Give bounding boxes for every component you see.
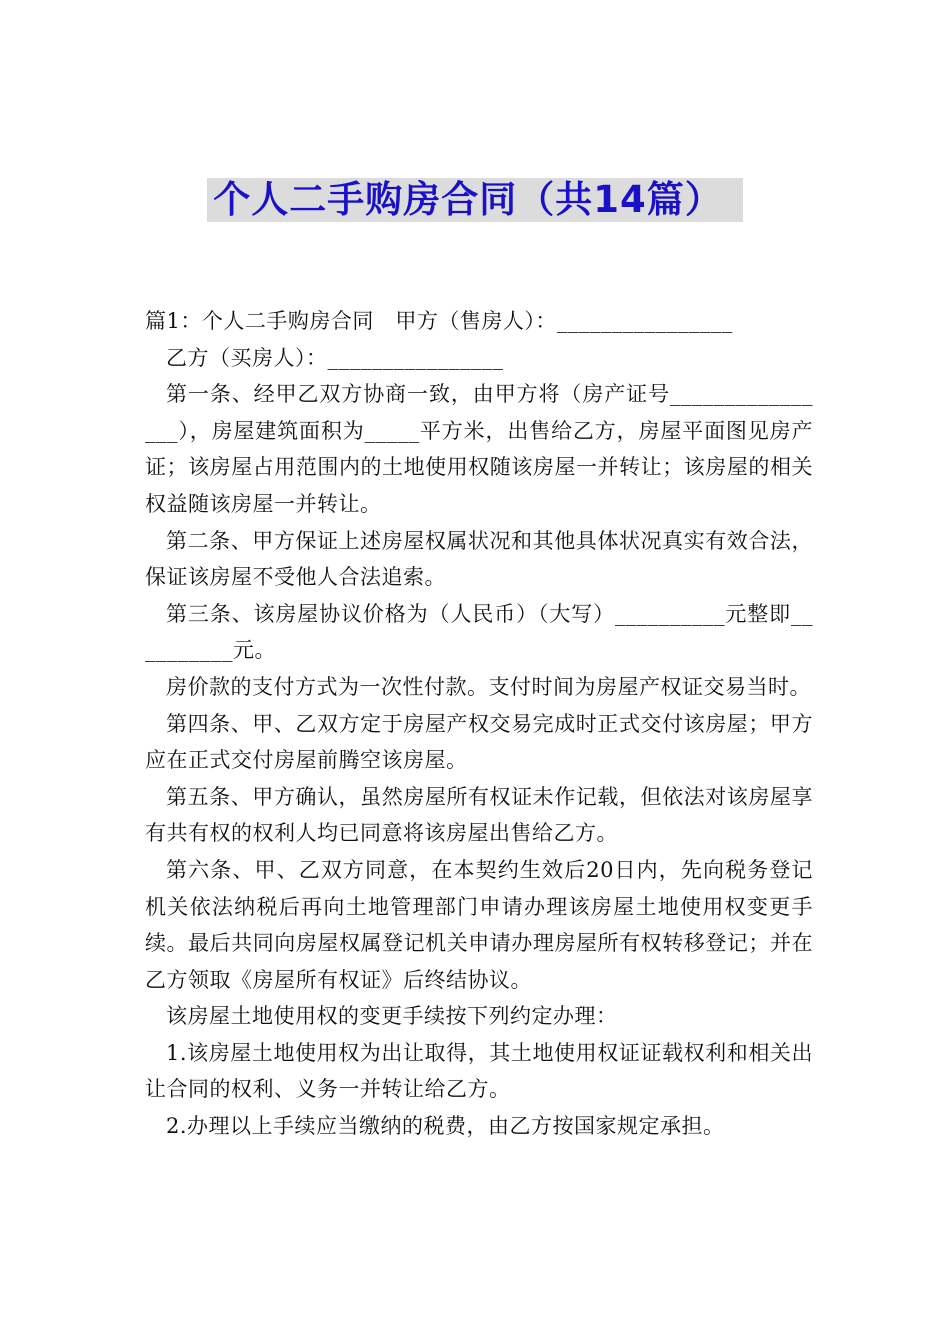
paragraph-land-use-intro: 该房屋土地使用权的变更手续按下列约定办理： — [166, 1004, 618, 1029]
paragraph-article-2: 第二条、甲方保证上述房屋权属状况和其他具体状况真实有效合法，保证该房屋不受他人合法追索。 — [145, 528, 813, 590]
paragraph-article-1: 第一条、经甲乙双方协商一致，由甲方将（房产证号________________），房屋建筑面积为_____平方米，出售给乙方，房屋平面图见房产证；该房屋占用范围内的土地使用权随该房屋一并转让；该房屋的相关权益随该房屋一并转让。 — [145, 382, 813, 516]
document-title: 个人二手购房合同（共14篇） — [207, 178, 743, 222]
paragraph-article-5: 第五条、甲方确认，虽然房屋所有权证未作记载，但依法对该房屋享有共有权的权利人均已同意将该房屋出售给乙方。 — [145, 784, 813, 846]
paragraph-article-6: 第六条、甲、乙双方同意，在本契约生效后20日内，先向税务登记机关依法纳税后再向土地管理部门申请办理该房屋土地使用权变更手续。最后共同向房屋权属登记机关申请办理房屋所有权转移登记；并在乙方领取《房屋所有权证》后终结协议。 — [145, 857, 813, 992]
paragraph-article-3: 第三条、该房屋协议价格为（人民币）（大写）__________元整即__________元。 — [145, 601, 813, 663]
paragraph-article-4: 第四条、甲、乙双方定于房屋产权交易完成时正式交付该房屋；甲方应在正式交付房屋前腾空该房屋。 — [145, 711, 813, 773]
paragraph-buyer: 乙方（买房人）：________________ — [166, 345, 504, 370]
paragraph-intro: 篇1：个人二手购房合同 甲方（售房人）：________________ — [145, 309, 733, 333]
paragraph-payment: 房价款的支付方式为一次性付款。支付时间为房屋产权证交易当时。 — [166, 674, 811, 699]
title-container — [0, 178, 950, 222]
paragraph-item-2: 2.办理以上手续应当缴纳的税费，由乙方按国家规定承担。 — [166, 1114, 725, 1139]
paragraph-item-1: 1.该房屋土地使用权为出让取得，其土地使用权证证载权利和相关出让合同的权利、义务一并转让给乙方。 — [145, 1040, 813, 1102]
document-body — [145, 303, 813, 1145]
